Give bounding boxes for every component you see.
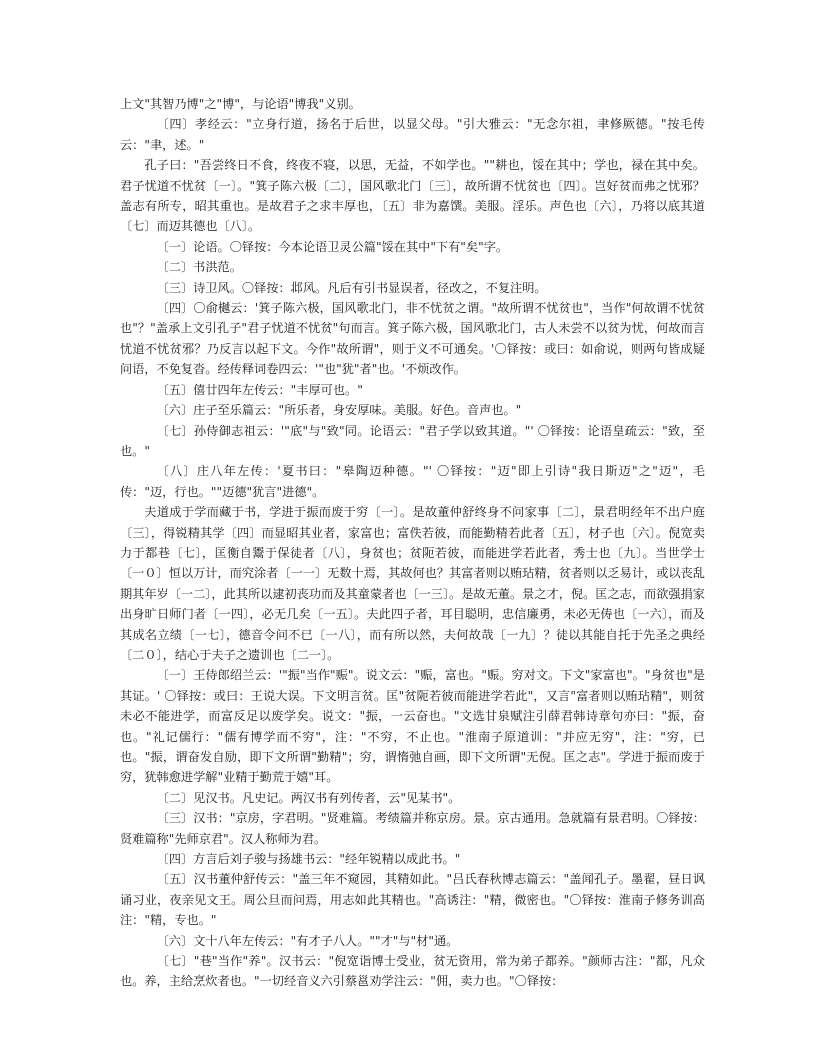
document-page: [120, 94, 705, 992]
annotation-paragraph: 〔六〕文十八年左传云："有才子八人。""才"与"材"通。: [156, 933, 459, 948]
annotation-paragraph: 〔六〕庄子至乐篇云："所乐者，身安厚味。美服。好色。音声也。": [156, 403, 522, 418]
annotation-paragraph: 〔七〕"巷"当作"养"。汉书云："倪宽诣博士受业，贫无资用，常为弟子都养。"颜师古注："都，凡众也。养，主给烹炊者也。"一切经音义六引蔡邕劝学注云："佣，卖力也。"〇铎按：: [120, 954, 705, 989]
annotation-paragraph: 〔七〕孙侍御志祖云：'"底"与"致"同。论语云："君子学以致其道。"' 〇铎按：论语皇疏云："致，至也。": [120, 423, 705, 458]
annotation-paragraph: 〔二〕书洪范。: [156, 260, 242, 275]
annotation-paragraph: 〔二〕见汉书。凡史记。两汉书有列传者，云"见某书"。: [156, 790, 461, 805]
text-paragraph: 上文"其智乃博"之"博"，与论语"博我"义别。: [120, 97, 361, 111]
annotation-paragraph: 〔四〕方言后刘子骏与扬雄书云："经年锐精以成此书。": [156, 852, 461, 867]
annotation-paragraph: 〔四〕〇俞樾云：'箕子陈六极，国风歌北门，非不忧贫之谓。"故所谓不忧贫也"，当作"何故谓不忧贫也"？"盖承上文引孔子"君子忧道不忧贫"句而言。箕子陈六极，国风歌北门，古人未尝不以贫为忧，何故而言忧道不忧贫邪？乃反言以起下文。今作"故所谓"，则于义不可通矣。'〇铎按：或曰：如俞说，则两句皆成疑问语，不免复沓。经传释词卷四云：'"也"犹"者"也。'不烦改作。: [120, 301, 705, 377]
annotation-paragraph: 〔五〕僖廿四年左传云："丰厚可也。": [156, 382, 363, 397]
annotation-paragraph: 〔四〕孝经云："立身行道，扬名于后世，以显父母。"引大雅云："无念尔祖，聿修厥德。"按毛传云："聿，述。": [120, 117, 705, 152]
annotation-paragraph: 〔五〕汉书董仲舒传云："盖三年不窥园，其精如此。"吕氏春秋博志篇云："盖闻孔子。墨翟，昼日讽诵习业，夜亲见文王。周公旦而问焉，用志如此其精也。"高诱注："精，微密也。"〇铎按：淮南子修务训高注："精，专也。": [120, 872, 705, 928]
annotation-paragraph: 〔三〕汉书："京房，字君明。"贤难篇。考绩篇并称京房。景。京古通用。急就篇有景君明。〇铎按：贤难篇称"先师京君"。汉人称师为君。: [120, 811, 705, 846]
text-paragraph: 夫道成于学而藏于书，学进于振而废于穷〔一〕。是故董仲舒终身不问家事〔二〕，景君明经年不出户庭〔三〕，得锐精其学〔四〕而显昭其业者，家富也；富佚若彼，而能勤精若此者〔五〕，材子也〔六〕。倪宽卖力于都巷〔七〕，匡衡自鬻于保徒者〔八〕，身贫也；贫阨若彼，而能进学若此者，秀士也〔九〕。当世学士〔一０〕恒以万计，而究涂者〔一一〕无数十焉，其故何也？其富者则以贿玷精，贫者则以乏易计，或以丧乱期其年岁〔一二〕，此其所以逮初丧功而及其童蒙者也〔一三〕。是故无董。景之才，倪。匡之志，而欲强捐家出身旷日师门者〔一四〕，必无几矣〔一五〕。夫此四子者，耳目聪明，忠信廉勇，未必无俦也〔一六〕，而及其成名立绩〔一七〕，德音令问不已〔一八〕，而有所以然，夫何故哉〔一九〕？徒以其能自托于先圣之典经〔二０〕，结心于夫子之遗训也〔二一〕。: [120, 505, 705, 662]
annotation-paragraph: 〔三〕诗卫风。〇铎按：邶风。凡后有引书显误者，径改之，不复注明。: [156, 280, 547, 295]
annotation-paragraph: 〔八〕庄八年左传：'夏书曰："皋陶迈种德。"' 〇铎按："迈"即上引诗"我日斯迈"之"迈"，毛传："迈，行也。""迈德"犹言"进德"。: [120, 464, 705, 499]
text-paragraph: 孔子曰："吾尝终日不食，终夜不寝，以思，无益，不如学也。""耕也，馁在其中；学也，禄在其中矣。君子忧道不忧贫〔一〕。"箕子陈六极〔二〕，国风歌北门〔三〕，故所谓不忧贫也〔四〕。岂好贫而弗之忧邪？盖志有所专，昭其重也。是故君子之求丰厚也，〔五〕非为嘉馔。美服。淫乐。声色也〔六〕，乃将以底其道〔七〕而迈其德也〔八〕。: [120, 158, 705, 234]
annotation-paragraph: 〔一〕王侍郎绍兰云：'"振"当作"赈"。说文云："赈，富也。"赈。穷对文。下文"家富也"。"身贫也"是其证。' 〇铎按：或曰：王说大误。下文明言贫。匡"贫阨若彼而能进学若此"，又言"富者则以贿玷精"，则贫未必不能进学，而富反足以废学矣。说文："振，一云奋也。"文选甘泉赋注引薛君韩诗章句亦曰："振，奋也。"礼记儒行："儒有博学而不穷"，注："不穷，不止也。"淮南子原道训："并应无穷"，注："穷，已也。"振，谓奋发自励，即下文所谓"勤精"；穷，谓惰弛自画，即下文所谓"无倪。匡之志"。学进于振而废于穷，犹韩愈进学解"业精于勤荒于嬉"耳。: [120, 668, 705, 785]
annotation-paragraph: 〔一〕论语。〇铎按：今本论语卫灵公篇"馁在其中"下有"矣"字。: [156, 239, 509, 254]
